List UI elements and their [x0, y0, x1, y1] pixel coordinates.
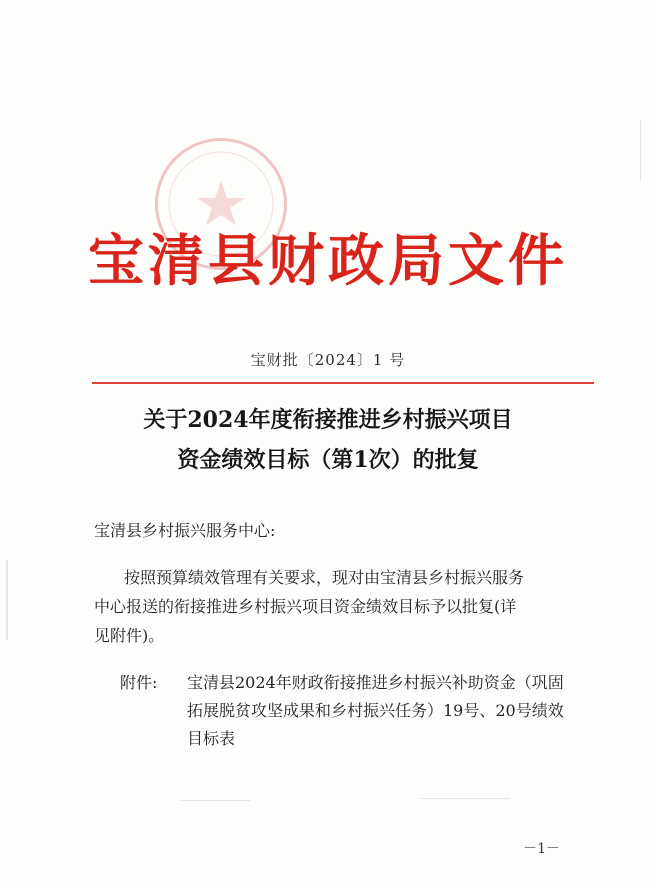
attachment-line-1: 宝清县2024年财政衔接推进乡村振兴补助资金（巩固	[187, 673, 564, 692]
page-number: －1－	[523, 841, 560, 857]
recipient-line: 宝清县乡村振兴服务中心:	[94, 521, 276, 540]
scan-artifact	[6, 560, 8, 640]
scan-artifact	[420, 798, 510, 799]
red-divider-line	[92, 382, 594, 384]
body-line-1: 按照预算绩效管理有关要求，现对由宝清县乡村振兴服务	[124, 568, 525, 587]
document-title	[0, 400, 656, 480]
scan-artifact	[640, 120, 641, 180]
document-number: 宝财批〔2024〕1 号	[250, 351, 406, 369]
body-line-2: 中心报送的衔接推进乡村振兴项目资金绩效目标予以批复(详	[94, 597, 517, 616]
issuer-header: 宝清县财政局文件	[88, 229, 568, 294]
attachment-text	[187, 669, 564, 753]
title-line-1: 关于2024年度衔接推进乡村振兴项目	[143, 407, 513, 433]
body-line-3: 见附件)。	[94, 626, 165, 645]
attachment-label: 附件:	[120, 673, 158, 692]
scan-artifact	[180, 800, 250, 801]
body-paragraph	[94, 563, 614, 650]
title-line-2: 资金绩效目标（第1次）的批复	[177, 447, 479, 473]
attachment-line-2: 拓展脱贫攻坚成果和乡村振兴任务）19号、20号绩效	[187, 701, 564, 720]
attachment-line-3: 目标表	[187, 729, 236, 748]
